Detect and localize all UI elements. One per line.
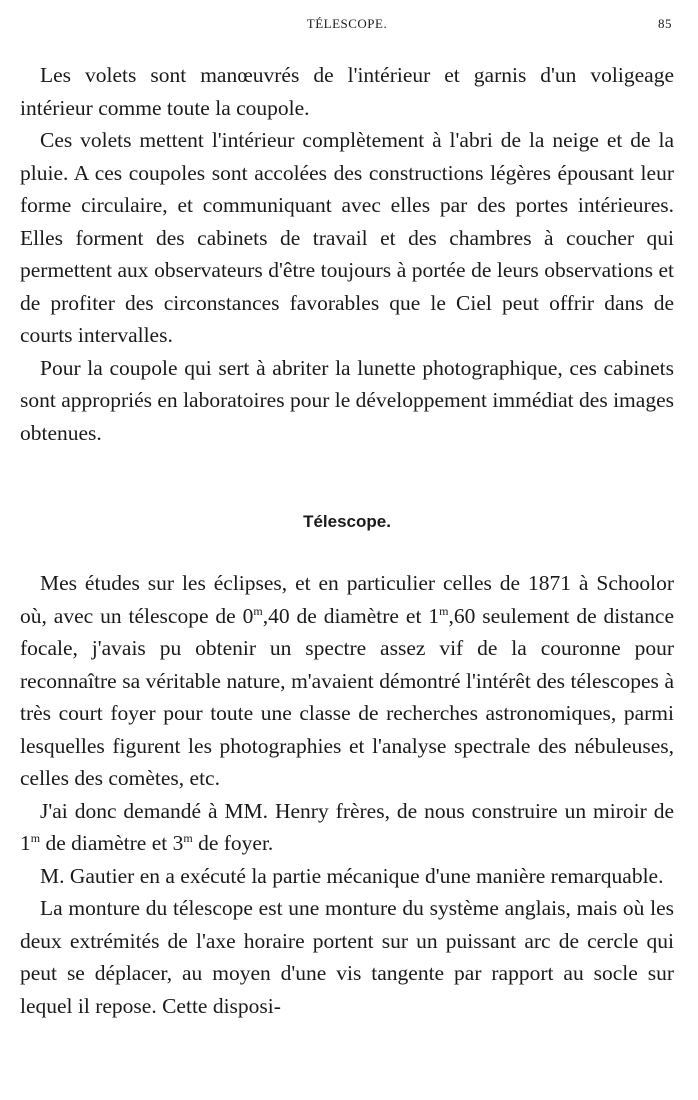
running-header [20,10,674,40]
book-page [20,10,674,1022]
section-telescope [20,567,674,1022]
running-title: TÉLESCOPE. [306,16,388,31]
paragraph-mounting: La monture du télescope est une monture du système anglais, mais où les deux extrémités de l'axe horaire portent sur un puissant arc de cercle qui peut se déplacer, au moyen d'une vis tangente par rapport au socle sur lequel il repose. Cette disposi- [20,896,674,1018]
paragraph-cabinets: Ces volets mettent l'intérieur complètement à l'abri de la neige et de la pluie. A ces coupoles sont accolées des constructions légères épousant leur forme circulaire, et communiquant avec elles par des portes intérieures. Elles forment des cabinets de travail et des chambres à coucher qui permettent aux observateurs d'être toujours à portée de leurs observations et de profiter des circonstances favorables que le Ciel peut offrir dans de courts intervalles. [20,128,674,347]
text-run: de diamètre et 3 [40,831,184,855]
unit-superscript: m [183,830,193,845]
paragraph-eclipse-studies [20,567,674,795]
section-domes [20,59,674,449]
text-run: Mes études sur les éclipses, et en particulier celles de 1871 à Schoolor où, avec un télescope de 0 [20,571,674,628]
text-run: ,60 seulement de distance focale, j'avais pu obtenir un spectre assez vif de la couronne pour reconnaître sa véritable nature, m'avaient démontré l'intérêt des télescopes à très court foyer pour toute une classe de recherches astronomiques, parmi lesquelles figurent les photographies et l'analyse spectrale des nébuleuses, celles des comètes, etc. [20,603,674,790]
paragraph-shutters: Les volets sont manœuvrés de l'intérieur et garnis d'un voligeage intérieur comme toute la coupole. [20,63,674,120]
text-run: ,40 de diamètre et 1 [262,603,440,628]
text-run: de foyer. [192,831,274,855]
unit-superscript: m [439,603,449,618]
paragraph-laboratories: Pour la coupole qui sert à abriter la lunette photographique, ces cabinets sont appropriés en laboratoires pour le développement immédiat des images obtenues. [20,355,674,445]
unit-superscript: m [30,830,41,845]
unit-superscript: m [253,603,263,618]
section-heading-telescope: Télescope. [303,512,391,531]
page-number: 85 [658,16,672,31]
paragraph-mirror-order [20,795,674,860]
text-run: J'ai donc demandé à MM. Henry frères, de nous construire un miroir de 1 [20,798,674,855]
paragraph-gautier: M. Gautier en a exécuté la partie mécanique d'une manière remarquable. [40,863,664,888]
